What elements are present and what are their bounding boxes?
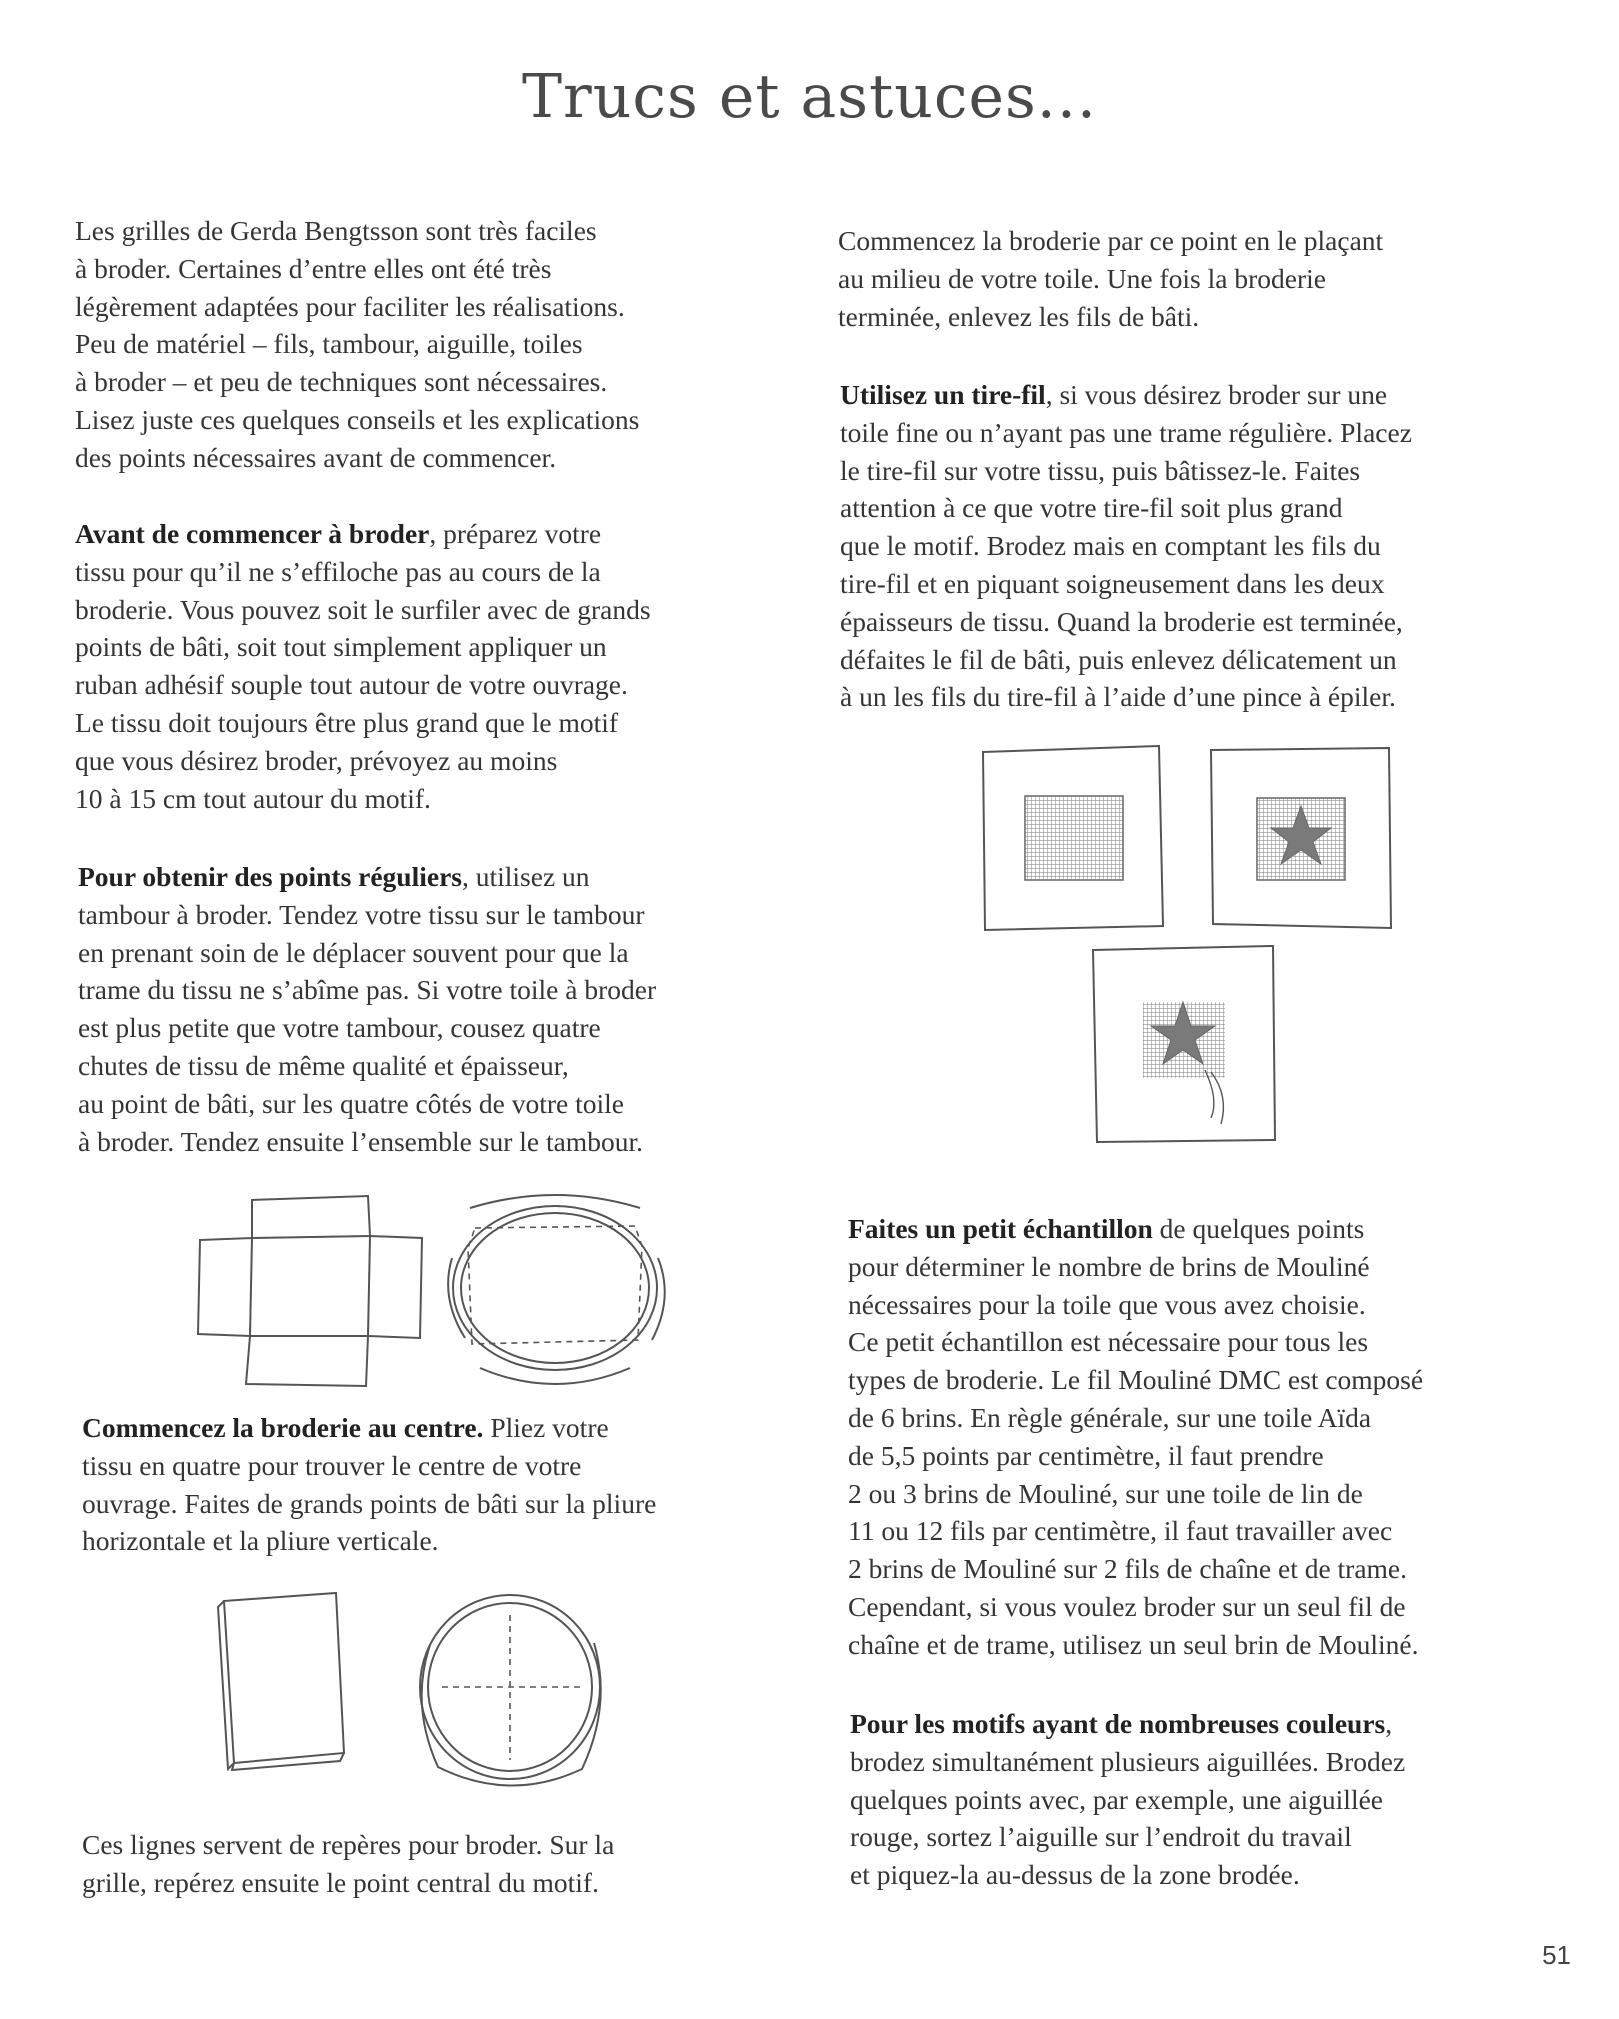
centre-lead: Commencez la broderie au centre. <box>82 1412 484 1443</box>
canvas-square-1-drawing <box>983 746 1163 930</box>
page-number: 51 <box>1542 1940 1571 1970</box>
intro-paragraph: Les grilles de Gerda Bengtsson sont très faciles à broder. Certaines d’entre elles ont été très légèrement adaptées pour faciliter les réalisations. Peu de matériel – fils, tambour, aiguille, toiles à broder – et peu de techniques sont nécessaires. Lisez juste ces quelques conseils et les explications des points nécessaires avant de commencer. <box>75 215 640 473</box>
reguliers-lead: Pour obtenir des points réguliers <box>78 861 462 892</box>
commencez-paragraph: Commencez la broderie par ce point en le plaçant au milieu de votre toile. Une fois la broderie terminée, enlevez les fils de bâti. <box>838 225 1384 332</box>
tirefil-lead: Utilisez un tire-fil <box>840 379 1046 410</box>
hoop-cross-drawing <box>420 1595 601 1786</box>
folded-fabric-drawing <box>218 1593 344 1770</box>
reguliers-paragraph: Pour obtenir des points réguliers, utilisez un tambour à broder. Tendez votre tissu sur le tambour en prenant soin de le déplacer souvent pour que la trame du tissu ne s’abîme pas. Si votre toile à broder est plus petite que votre tambour, cousez quatre chutes de tissu de même qualité et épaisseur, au point de bâti, sur les quatre côtés de votre toile à broder. Tendez ensuite l’ensemble sur le tambour. <box>78 861 657 1157</box>
echantillon-paragraph: Faites un petit échantillon de quelques points pour déterminer le nombre de brins de Mouliné nécessaires pour la toile que vous avez choisie. Ce petit échantillon est nécessaire pour tous les types de broderie. Le fil Mouliné DMC est composé de 6 brins. En règle générale, sur une toile Aïda de 5,5 points par centimètre, il faut prendre 2 ou 3 brins de Mouliné, sur une toile de lin de 11 ou 12 fils par centimètre, il faut travailler avec 2 brins de Mouliné sur 2 fils de chaîne et de trame. Cependant, si vous voulez broder sur un seul fil de chaîne et de trame, utilisez un seul brin de Mouliné. <box>848 1213 1424 1660</box>
centre-paragraph: Commencez la broderie au centre. Pliez votre tissu en quatre pour trouver le centre de votre ouvrage. Faites de grands points de bâti sur la pliure horizontale et la pliure verticale. <box>82 1412 657 1557</box>
echantillon-lead: Faites un petit échantillon <box>848 1213 1153 1244</box>
canvas-square-2-drawing <box>1211 748 1391 928</box>
avant-paragraph: Avant de commencer à broder, préparez votre tissu pour qu’il ne s’effiloche pas au cours de la broderie. Vous pouvez soit le surfiler avec de grands points de bâti, soit tout simplement appliquer un ruban adhésif souple tout autour de votre ouvrage. Le tissu doit toujours être plus grand que le motif que vous désirez broder, prévoyez au moins 10 à 15 cm tout autour du motif. <box>75 518 651 814</box>
couleurs-paragraph: Pour les motifs ayant de nombreuses couleurs, brodez simultanément plusieurs aiguillées. Brodez quelques points avec, par exemple, une aiguillée rouge, sortez l’aiguille sur l’endroit du travail et piquez-la au-dessus de la zone brodée. <box>850 1708 1406 1891</box>
fabric-strips-drawing <box>198 1196 422 1386</box>
reperes-paragraph: Ces lignes servent de repères pour broder. Sur la grille, repérez ensuite le point central du motif. <box>82 1829 615 1898</box>
avant-lead: Avant de commencer à broder <box>75 518 430 549</box>
page-title: Trucs et astuces... <box>522 62 1097 132</box>
couleurs-lead: Pour les motifs ayant de nombreuses couleurs <box>850 1708 1386 1739</box>
canvas-square-3-drawing <box>1093 946 1275 1142</box>
tirefil-paragraph: Utilisez un tire-fil, si vous désirez broder sur une toile fine ou n’ayant pas une trame régulière. Placez le tire-fil sur votre tissu, puis bâtissez-le. Faites attention à ce que votre tire-fil soit plus grand que le motif. Brodez mais en comptant les fils du tire-fil et en piquant soigneusement dans les deux épaisseurs de tissu. Quand la broderie est terminée, défaites le fil de bâti, puis enlevez délicatement un à un les fils du tire-fil à l’aide d’une pince à épiler. <box>840 379 1412 713</box>
hoop-with-strips-drawing <box>448 1195 665 1384</box>
fabric-extension-sketch <box>190 1188 750 1398</box>
center-marking-sketch <box>210 1585 770 1815</box>
waste-canvas-sketch <box>975 740 1415 1160</box>
